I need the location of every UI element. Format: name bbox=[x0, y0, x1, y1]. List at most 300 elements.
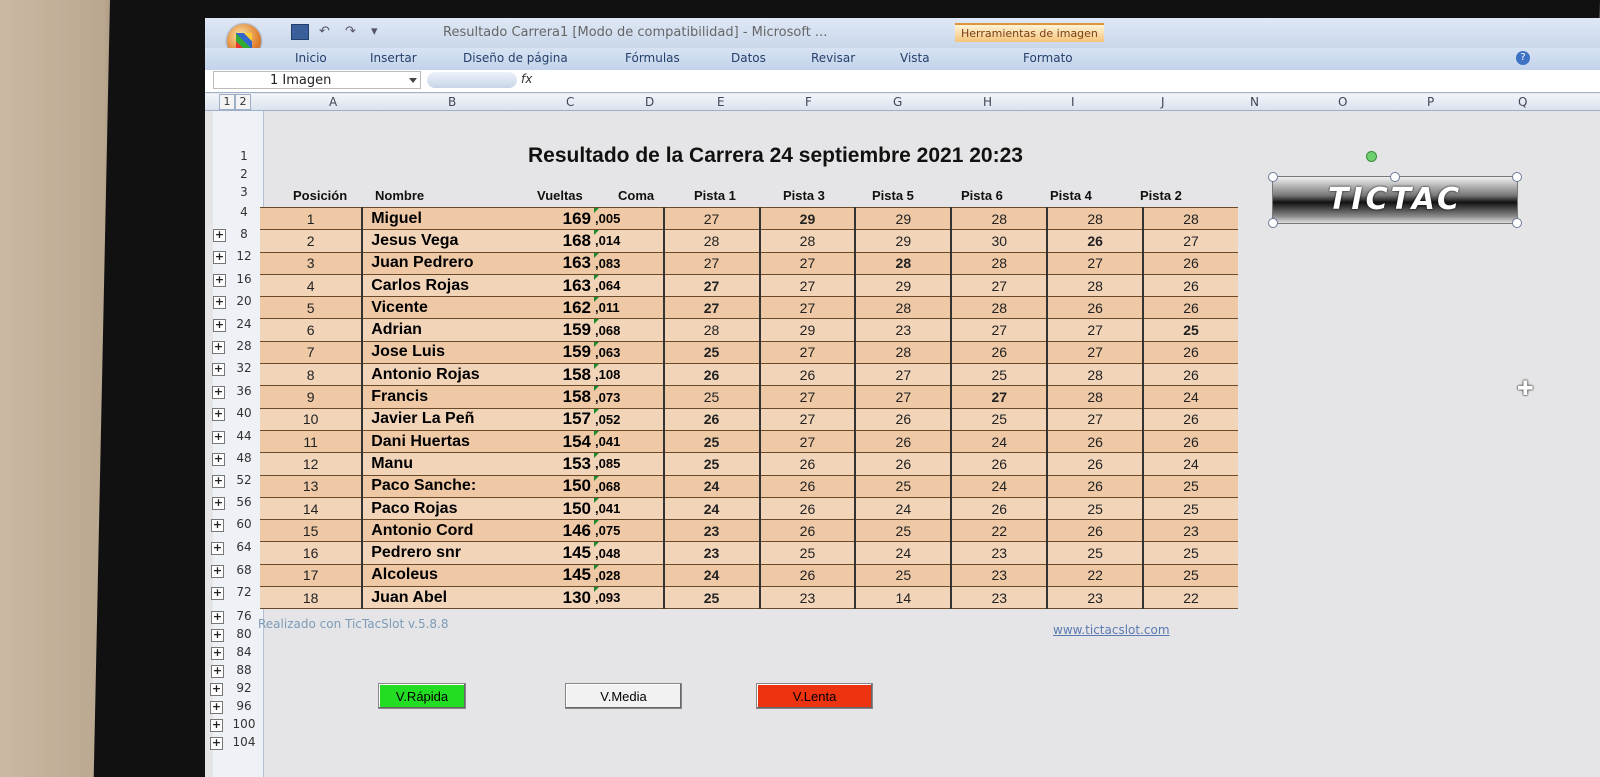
coma-cell[interactable]: ,093 bbox=[593, 587, 664, 609]
pista-cell[interactable]: 28 bbox=[664, 230, 760, 252]
position-cell[interactable]: 12 bbox=[260, 453, 362, 475]
pista-cell[interactable]: 23 bbox=[1047, 587, 1143, 609]
result-row bbox=[260, 274, 1238, 296]
pista-cell[interactable]: 25 bbox=[1143, 497, 1238, 519]
laps-cell[interactable]: 145 bbox=[528, 564, 593, 586]
name-cell[interactable]: Jose Luis bbox=[362, 341, 527, 363]
pista-cell[interactable]: 27 bbox=[951, 274, 1047, 296]
name-cell[interactable]: Pedrero snr bbox=[362, 542, 527, 564]
pista-cell[interactable]: 26 bbox=[951, 497, 1047, 519]
row-number[interactable]: 28 bbox=[236, 339, 252, 353]
laps-cell[interactable]: 159 bbox=[528, 319, 593, 341]
name-cell[interactable]: Manu bbox=[362, 453, 527, 475]
pista-cell[interactable]: 26 bbox=[1143, 252, 1238, 274]
position-cell[interactable]: 5 bbox=[260, 297, 362, 319]
pista-cell[interactable]: 30 bbox=[951, 230, 1047, 252]
row-number[interactable]: 84 bbox=[236, 645, 252, 659]
name-cell[interactable]: Dani Huertas bbox=[362, 430, 527, 452]
pista-cell[interactable]: 27 bbox=[760, 430, 856, 452]
outline-level-2[interactable]: 2 bbox=[235, 94, 251, 110]
header-pista-2: Pista 2 bbox=[1140, 188, 1182, 203]
expand-group-icon[interactable]: + bbox=[213, 407, 224, 420]
row-number[interactable]: 1 bbox=[240, 149, 248, 163]
row-number[interactable]: 24 bbox=[236, 317, 252, 331]
laps-cell[interactable]: 163 bbox=[528, 274, 593, 296]
pista-cell[interactable]: 25 bbox=[855, 564, 951, 586]
slow-speed-button[interactable]: V.Lenta bbox=[756, 683, 873, 709]
pista-cell[interactable]: 28 bbox=[855, 297, 951, 319]
row-number[interactable]: 44 bbox=[236, 429, 252, 443]
pista-cell[interactable]: 27 bbox=[664, 208, 760, 230]
pista-cell[interactable]: 22 bbox=[951, 520, 1047, 542]
name-box-dropdown-icon[interactable] bbox=[409, 78, 417, 83]
pista-cell[interactable]: 27 bbox=[760, 274, 856, 296]
outline-level-1[interactable]: 1 bbox=[219, 94, 235, 110]
pista-cell[interactable]: 29 bbox=[855, 230, 951, 252]
result-row bbox=[260, 208, 1238, 230]
row-number[interactable]: 48 bbox=[236, 451, 252, 465]
move-cursor-icon: ✚ bbox=[1517, 376, 1534, 400]
pista-cell[interactable]: 27 bbox=[855, 386, 951, 408]
expand-group-icon[interactable]: + bbox=[213, 430, 224, 443]
column-header[interactable]: P bbox=[1427, 95, 1435, 109]
name-cell[interactable]: Juan Pedrero bbox=[362, 252, 527, 274]
row-number[interactable]: 96 bbox=[236, 699, 252, 713]
result-row bbox=[260, 319, 1238, 341]
row-number[interactable]: 3 bbox=[240, 185, 248, 199]
pista-cell[interactable]: 26 bbox=[1143, 364, 1238, 386]
result-row bbox=[260, 252, 1238, 274]
context-tab-image-tools: Herramientas de imagen bbox=[955, 23, 1104, 42]
coma-cell[interactable]: ,085 bbox=[593, 453, 664, 475]
pista-cell[interactable]: 26 bbox=[760, 520, 856, 542]
coma-cell[interactable]: ,108 bbox=[593, 364, 664, 386]
expand-group-icon[interactable]: + bbox=[211, 718, 222, 731]
pista-cell[interactable]: 28 bbox=[951, 297, 1047, 319]
position-cell[interactable]: 2 bbox=[260, 230, 362, 252]
name-cell[interactable]: Juan Abel bbox=[362, 587, 527, 609]
pista-cell[interactable]: 24 bbox=[664, 564, 760, 586]
result-row bbox=[260, 297, 1238, 319]
tab-revisar[interactable]: Revisar bbox=[811, 51, 856, 65]
pista-cell[interactable]: 28 bbox=[855, 341, 951, 363]
pista-cell[interactable]: 29 bbox=[760, 319, 856, 341]
pista-cell[interactable]: 24 bbox=[951, 430, 1047, 452]
pista-cell[interactable]: 23 bbox=[1143, 520, 1238, 542]
pista-cell[interactable]: 26 bbox=[1047, 297, 1143, 319]
pista-cell[interactable]: 26 bbox=[664, 364, 760, 386]
tab-inicio[interactable]: Inicio bbox=[295, 51, 327, 65]
position-cell[interactable]: 9 bbox=[260, 386, 362, 408]
row-number[interactable]: 68 bbox=[236, 563, 252, 577]
pista-cell[interactable]: 25 bbox=[951, 408, 1047, 430]
pista-cell[interactable]: 25 bbox=[951, 364, 1047, 386]
laps-cell[interactable]: 153 bbox=[528, 453, 593, 475]
row-number[interactable]: 64 bbox=[236, 540, 252, 554]
pista-cell[interactable]: 26 bbox=[760, 475, 856, 497]
result-row bbox=[260, 430, 1238, 452]
row-number[interactable]: 56 bbox=[236, 495, 252, 509]
pista-cell[interactable]: 23 bbox=[951, 542, 1047, 564]
tab-vista[interactable]: Vista bbox=[900, 51, 930, 65]
laps-cell[interactable]: 158 bbox=[528, 364, 593, 386]
pista-cell[interactable]: 26 bbox=[664, 408, 760, 430]
help-icon[interactable]: ? bbox=[1516, 51, 1530, 65]
position-cell[interactable]: 14 bbox=[260, 497, 362, 519]
pista-cell[interactable]: 24 bbox=[1143, 453, 1238, 475]
expand-group-icon[interactable]: + bbox=[213, 452, 224, 465]
pista-cell[interactable]: 22 bbox=[1143, 587, 1238, 609]
expand-group-icon[interactable]: + bbox=[212, 564, 223, 577]
result-row bbox=[260, 230, 1238, 252]
row-number[interactable]: 8 bbox=[240, 227, 248, 241]
row-number[interactable]: 20 bbox=[236, 294, 252, 308]
name-cell[interactable]: Antonio Cord bbox=[362, 520, 527, 542]
column-header[interactable]: N bbox=[1250, 95, 1259, 109]
result-row bbox=[260, 587, 1238, 609]
column-header[interactable]: B bbox=[448, 95, 457, 109]
pista-cell[interactable]: 25 bbox=[1047, 542, 1143, 564]
pista-cell[interactable]: 25 bbox=[760, 542, 856, 564]
coma-cell[interactable]: ,075 bbox=[593, 520, 664, 542]
pista-cell[interactable]: 23 bbox=[951, 564, 1047, 586]
pista-cell[interactable]: 25 bbox=[664, 453, 760, 475]
tab-formulas[interactable]: Fórmulas bbox=[625, 51, 680, 65]
coma-cell[interactable]: ,068 bbox=[593, 319, 664, 341]
pista-cell[interactable]: 28 bbox=[951, 208, 1047, 230]
name-cell[interactable]: Alcoleus bbox=[362, 564, 527, 586]
pista-cell[interactable]: 26 bbox=[1143, 297, 1238, 319]
expand-group-icon[interactable]: + bbox=[212, 646, 223, 659]
resize-handle[interactable] bbox=[1268, 172, 1278, 182]
pista-cell[interactable]: 27 bbox=[1047, 252, 1143, 274]
resize-handle[interactable] bbox=[1512, 172, 1522, 182]
expand-group-icon[interactable]: + bbox=[214, 295, 225, 308]
row-number[interactable]: 72 bbox=[236, 585, 252, 599]
pista-cell[interactable]: 26 bbox=[1143, 430, 1238, 452]
row-number[interactable]: 100 bbox=[232, 717, 256, 731]
pista-cell[interactable]: 14 bbox=[855, 587, 951, 609]
name-cell[interactable]: Javier La Peñ bbox=[362, 408, 527, 430]
expand-group-icon[interactable]: + bbox=[213, 362, 224, 375]
row-number[interactable]: 32 bbox=[236, 361, 252, 375]
name-cell[interactable]: Jesus Vega bbox=[362, 230, 527, 252]
expand-group-icon[interactable]: + bbox=[213, 340, 224, 353]
pista-cell[interactable]: 23 bbox=[951, 587, 1047, 609]
pista-cell[interactable]: 26 bbox=[1047, 230, 1143, 252]
name-cell[interactable]: Antonio Rojas bbox=[362, 364, 527, 386]
coma-cell[interactable]: ,041 bbox=[593, 430, 664, 452]
laps-cell[interactable]: 145 bbox=[528, 542, 593, 564]
pista-cell[interactable]: 26 bbox=[760, 497, 856, 519]
pista-cell[interactable]: 22 bbox=[1047, 564, 1143, 586]
column-header[interactable]: O bbox=[1338, 95, 1348, 109]
column-header[interactable]: Q bbox=[1518, 95, 1528, 109]
pista-cell[interactable]: 24 bbox=[664, 475, 760, 497]
pista-cell[interactable]: 28 bbox=[951, 252, 1047, 274]
coma-cell[interactable]: ,073 bbox=[593, 386, 664, 408]
pista-cell[interactable]: 26 bbox=[951, 453, 1047, 475]
pista-cell[interactable]: 27 bbox=[1047, 319, 1143, 341]
pista-cell[interactable]: 27 bbox=[664, 252, 760, 274]
result-row bbox=[260, 520, 1238, 542]
position-cell[interactable]: 15 bbox=[260, 520, 362, 542]
pista-cell[interactable]: 27 bbox=[951, 386, 1047, 408]
row-number[interactable]: 40 bbox=[236, 406, 252, 420]
expand-group-icon[interactable]: + bbox=[212, 541, 223, 554]
pista-cell[interactable]: 28 bbox=[1047, 208, 1143, 230]
name-cell[interactable]: Carlos Rojas bbox=[362, 274, 527, 296]
expand-group-icon[interactable]: + bbox=[211, 736, 222, 749]
name-cell[interactable]: Francis bbox=[362, 386, 527, 408]
coma-cell[interactable]: ,048 bbox=[593, 542, 664, 564]
row-number[interactable]: 104 bbox=[232, 735, 256, 749]
column-header[interactable]: D bbox=[645, 95, 655, 109]
expand-group-icon[interactable]: + bbox=[214, 250, 225, 263]
pista-cell[interactable]: 26 bbox=[1047, 475, 1143, 497]
quick-access-toolbar bbox=[291, 24, 387, 40]
pista-cell[interactable]: 25 bbox=[855, 520, 951, 542]
website-link[interactable]: www.tictacslot.com bbox=[1053, 623, 1170, 637]
pista-cell[interactable]: 25 bbox=[1143, 475, 1238, 497]
pista-cell[interactable]: 27 bbox=[760, 386, 856, 408]
column-header[interactable]: C bbox=[566, 95, 575, 109]
laps-cell[interactable]: 158 bbox=[528, 386, 593, 408]
pista-cell[interactable]: 26 bbox=[1047, 430, 1143, 452]
pista-cell[interactable]: 27 bbox=[1047, 408, 1143, 430]
rotation-handle[interactable] bbox=[1366, 151, 1377, 162]
name-cell[interactable]: Miguel bbox=[362, 208, 527, 230]
laps-cell[interactable]: 157 bbox=[528, 408, 593, 430]
name-cell[interactable]: Adrian bbox=[362, 319, 527, 341]
coma-cell[interactable]: ,064 bbox=[593, 274, 664, 296]
pista-cell[interactable]: 28 bbox=[760, 230, 856, 252]
pista-cell[interactable]: 28 bbox=[855, 252, 951, 274]
pista-cell[interactable]: 26 bbox=[855, 430, 951, 452]
expand-group-icon[interactable]: + bbox=[211, 682, 222, 695]
name-box[interactable]: 1 Imagen bbox=[213, 71, 421, 89]
row-number[interactable]: 60 bbox=[236, 517, 252, 531]
position-cell[interactable]: 1 bbox=[260, 208, 362, 230]
column-header[interactable]: I bbox=[1071, 95, 1075, 109]
laps-cell[interactable]: 168 bbox=[528, 230, 593, 252]
pista-cell[interactable]: 25 bbox=[664, 587, 760, 609]
pista-cell[interactable]: 28 bbox=[1143, 208, 1238, 230]
laps-cell[interactable]: 150 bbox=[528, 497, 593, 519]
row-number[interactable]: 36 bbox=[236, 384, 252, 398]
coma-cell[interactable]: ,052 bbox=[593, 408, 664, 430]
column-header[interactable]: F bbox=[805, 95, 812, 109]
pista-cell[interactable]: 27 bbox=[760, 252, 856, 274]
expand-group-icon[interactable]: + bbox=[211, 700, 222, 713]
pista-cell[interactable]: 28 bbox=[664, 319, 760, 341]
credit-text: Realizado con TicTacSlot v.5.8.8 bbox=[258, 617, 449, 631]
position-cell[interactable]: 4 bbox=[260, 274, 362, 296]
expand-group-icon[interactable]: + bbox=[212, 586, 223, 599]
pista-cell[interactable]: 26 bbox=[760, 364, 856, 386]
pista-cell[interactable]: 25 bbox=[1143, 319, 1238, 341]
position-cell[interactable]: 8 bbox=[260, 364, 362, 386]
laps-cell[interactable]: 169 bbox=[528, 208, 593, 230]
row-number[interactable]: 16 bbox=[236, 272, 252, 286]
pista-cell[interactable]: 23 bbox=[760, 587, 856, 609]
coma-cell[interactable]: ,068 bbox=[593, 475, 664, 497]
expand-group-icon[interactable]: + bbox=[214, 228, 225, 241]
pista-cell[interactable]: 26 bbox=[760, 453, 856, 475]
position-cell[interactable]: 7 bbox=[260, 341, 362, 363]
pista-cell[interactable]: 24 bbox=[1143, 386, 1238, 408]
row-number[interactable]: 76 bbox=[236, 609, 252, 623]
laps-cell[interactable]: 154 bbox=[528, 430, 593, 452]
laps-cell[interactable]: 150 bbox=[528, 475, 593, 497]
coma-cell[interactable]: ,041 bbox=[593, 497, 664, 519]
formula-bar-expand[interactable] bbox=[427, 72, 517, 88]
pista-cell[interactable]: 26 bbox=[760, 564, 856, 586]
pista-cell[interactable]: 25 bbox=[664, 341, 760, 363]
row-number[interactable]: 12 bbox=[236, 249, 252, 263]
position-cell[interactable]: 18 bbox=[260, 587, 362, 609]
pista-cell[interactable]: 28 bbox=[1047, 274, 1143, 296]
pista-cell[interactable]: 28 bbox=[1047, 386, 1143, 408]
pista-cell[interactable]: 26 bbox=[1047, 453, 1143, 475]
pista-cell[interactable]: 25 bbox=[1143, 564, 1238, 586]
expand-group-icon[interactable]: + bbox=[212, 664, 223, 677]
position-cell[interactable]: 16 bbox=[260, 542, 362, 564]
coma-cell[interactable]: ,063 bbox=[593, 341, 664, 363]
pista-cell[interactable]: 25 bbox=[1143, 542, 1238, 564]
resize-handle[interactable] bbox=[1512, 218, 1522, 228]
pista-cell[interactable]: 26 bbox=[1047, 520, 1143, 542]
pista-cell[interactable]: 26 bbox=[951, 341, 1047, 363]
coma-cell[interactable]: ,005 bbox=[593, 208, 664, 230]
name-cell[interactable]: Paco Sanche: bbox=[362, 475, 527, 497]
result-row bbox=[260, 386, 1238, 408]
pista-cell[interactable]: 27 bbox=[951, 319, 1047, 341]
resize-handle[interactable] bbox=[1268, 218, 1278, 228]
expand-group-icon[interactable]: + bbox=[212, 628, 223, 641]
insert-function-icon[interactable]: fx bbox=[521, 72, 533, 86]
column-header[interactable]: E bbox=[717, 95, 725, 109]
pista-cell[interactable]: 27 bbox=[855, 364, 951, 386]
result-row bbox=[260, 542, 1238, 564]
position-cell[interactable]: 10 bbox=[260, 408, 362, 430]
excel-window bbox=[205, 18, 1600, 777]
laps-cell[interactable]: 130 bbox=[528, 587, 593, 609]
pista-cell[interactable]: 26 bbox=[1143, 408, 1238, 430]
column-header[interactable]: H bbox=[983, 95, 993, 109]
pista-cell[interactable]: 25 bbox=[855, 475, 951, 497]
pista-cell[interactable]: 23 bbox=[664, 520, 760, 542]
coma-cell[interactable]: ,083 bbox=[593, 252, 664, 274]
laps-cell[interactable]: 146 bbox=[528, 520, 593, 542]
tab-diseno-pagina[interactable]: Diseño de página bbox=[463, 51, 568, 65]
undo-icon[interactable]: ↶ bbox=[319, 24, 330, 39]
column-header[interactable]: G bbox=[893, 95, 903, 109]
pista-cell[interactable]: 23 bbox=[855, 319, 951, 341]
coma-cell[interactable]: ,011 bbox=[593, 297, 664, 319]
expand-group-icon[interactable]: + bbox=[213, 496, 224, 509]
expand-group-icon[interactable]: + bbox=[213, 474, 224, 487]
redo-icon[interactable]: ↷ bbox=[345, 24, 356, 39]
expand-group-icon[interactable]: + bbox=[214, 318, 225, 331]
tab-formato[interactable]: Formato bbox=[1023, 51, 1073, 65]
pista-cell[interactable]: 29 bbox=[855, 208, 951, 230]
pista-cell[interactable]: 23 bbox=[664, 542, 760, 564]
column-header[interactable]: J bbox=[1161, 95, 1165, 109]
tictac-logo[interactable]: TICTAC bbox=[1272, 176, 1518, 224]
position-cell[interactable]: 11 bbox=[260, 430, 362, 452]
pista-cell[interactable]: 28 bbox=[1047, 364, 1143, 386]
pista-cell[interactable]: 26 bbox=[1143, 341, 1238, 363]
name-cell[interactable]: Paco Rojas bbox=[362, 497, 527, 519]
header-pista-6: Pista 6 bbox=[961, 188, 1003, 203]
laps-cell[interactable]: 163 bbox=[528, 252, 593, 274]
pista-cell[interactable]: 27 bbox=[1047, 341, 1143, 363]
pista-cell[interactable]: 24 bbox=[664, 497, 760, 519]
laps-cell[interactable]: 162 bbox=[528, 297, 593, 319]
header-pista-4: Pista 4 bbox=[1050, 188, 1092, 203]
coma-cell[interactable]: ,028 bbox=[593, 564, 664, 586]
pista-cell[interactable]: 27 bbox=[664, 297, 760, 319]
pista-cell[interactable]: 27 bbox=[664, 274, 760, 296]
resize-handle[interactable] bbox=[1390, 172, 1400, 182]
pista-cell[interactable]: 29 bbox=[855, 274, 951, 296]
pista-cell[interactable]: 24 bbox=[951, 475, 1047, 497]
save-icon[interactable] bbox=[291, 24, 309, 40]
pista-cell[interactable]: 26 bbox=[855, 408, 951, 430]
position-cell[interactable]: 3 bbox=[260, 252, 362, 274]
pista-cell[interactable]: 25 bbox=[664, 386, 760, 408]
tab-datos[interactable]: Datos bbox=[731, 51, 766, 65]
pista-cell[interactable]: 24 bbox=[855, 497, 951, 519]
row-number[interactable]: 92 bbox=[236, 681, 252, 695]
results-table bbox=[260, 207, 1238, 609]
column-header[interactable]: A bbox=[329, 95, 338, 109]
position-cell[interactable]: 17 bbox=[260, 564, 362, 586]
pista-cell[interactable]: 27 bbox=[1143, 230, 1238, 252]
position-cell[interactable]: 6 bbox=[260, 319, 362, 341]
pista-cell[interactable]: 25 bbox=[664, 430, 760, 452]
pista-cell[interactable]: 29 bbox=[760, 208, 856, 230]
pista-cell[interactable]: 27 bbox=[760, 408, 856, 430]
laps-cell[interactable]: 159 bbox=[528, 341, 593, 363]
expand-group-icon[interactable]: + bbox=[212, 518, 223, 531]
coma-cell[interactable]: ,014 bbox=[593, 230, 664, 252]
row-number[interactable]: 88 bbox=[236, 663, 252, 677]
pista-cell[interactable]: 27 bbox=[760, 341, 856, 363]
customize-qat-icon[interactable]: ▾ bbox=[371, 24, 378, 39]
position-cell[interactable]: 13 bbox=[260, 475, 362, 497]
row-number[interactable]: 52 bbox=[236, 473, 252, 487]
row-number[interactable]: 80 bbox=[236, 627, 252, 641]
pista-cell[interactable]: 27 bbox=[760, 297, 856, 319]
row-number[interactable]: 4 bbox=[240, 205, 248, 219]
pista-cell[interactable]: 25 bbox=[1047, 497, 1143, 519]
fast-speed-button[interactable]: V.Rápida bbox=[378, 683, 466, 709]
pista-cell[interactable]: 26 bbox=[1143, 274, 1238, 296]
tab-insertar[interactable]: Insertar bbox=[370, 51, 417, 65]
medium-speed-button[interactable]: V.Media bbox=[565, 683, 682, 709]
expand-group-icon[interactable]: + bbox=[214, 273, 225, 286]
row-number[interactable]: 2 bbox=[240, 167, 248, 181]
worksheet[interactable] bbox=[205, 111, 1600, 777]
pista-cell[interactable]: 26 bbox=[855, 453, 951, 475]
pista-cell[interactable]: 24 bbox=[855, 542, 951, 564]
header-pista-5: Pista 5 bbox=[872, 188, 914, 203]
expand-group-icon[interactable]: + bbox=[212, 610, 223, 623]
name-cell[interactable]: Vicente bbox=[362, 297, 527, 319]
expand-group-icon[interactable]: + bbox=[213, 385, 224, 398]
